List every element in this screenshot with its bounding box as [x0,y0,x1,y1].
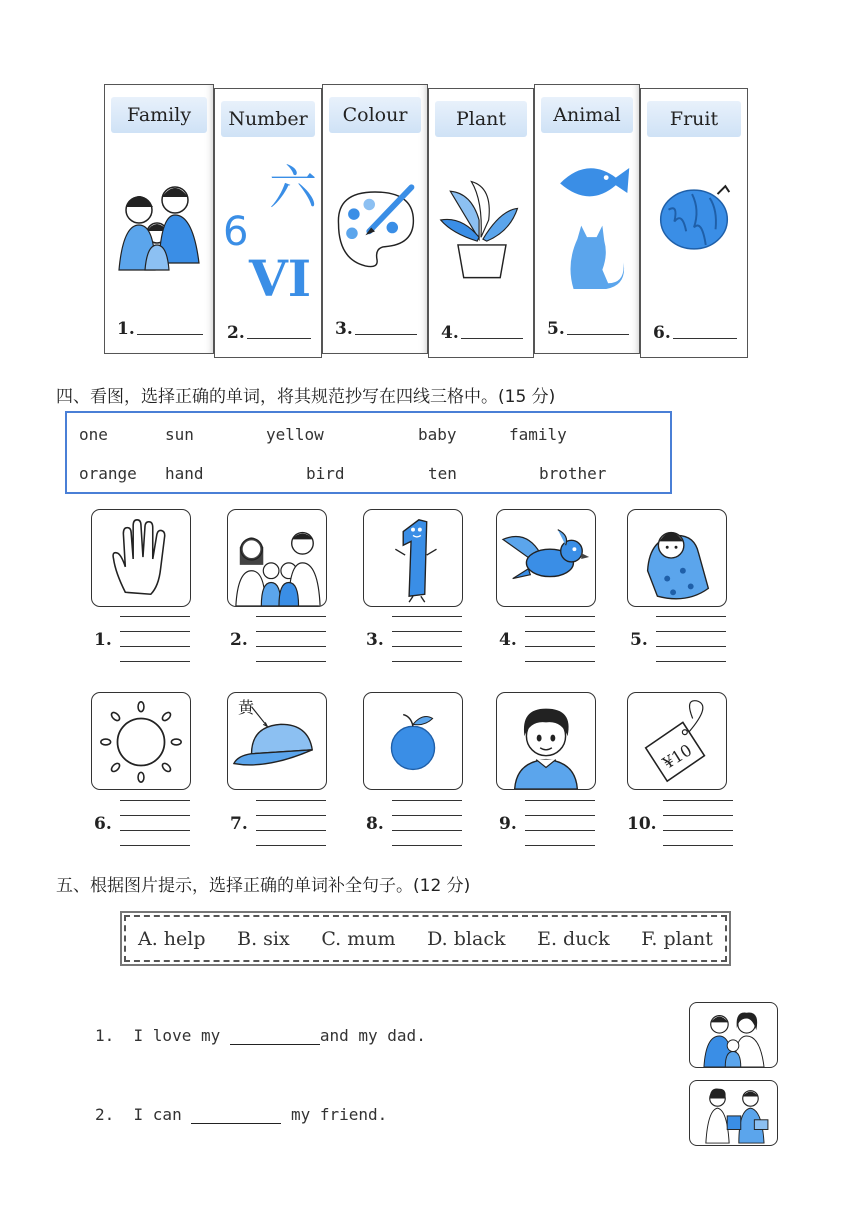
word-option: hand [165,464,204,483]
answer-item-8 [366,800,462,846]
bird-icon [496,509,596,607]
fish-icon [560,168,629,196]
four-line-grid[interactable] [525,800,595,844]
answer-item-2 [230,616,326,662]
option-f: F. plant [641,927,713,950]
answer-item-9 [499,800,595,846]
answer-line[interactable] [673,338,737,339]
answer-line[interactable] [247,338,311,339]
sentence-2-start: 2. I can [95,1105,192,1124]
panel-title: Fruit [647,101,741,137]
item-number: 1. [94,630,112,650]
item-number: 2. [230,630,248,650]
answer-item-3 [366,616,462,662]
sentence-2-blank[interactable] [191,1110,281,1124]
section-5-heading: 五、根据图片提示，选择正确的单词补全句子。(12 分) [56,876,471,896]
family-icon [227,509,327,607]
four-line-grid[interactable] [392,800,462,844]
word-option: orange [79,464,137,483]
word-option: bird [306,464,345,483]
panel-number: 4. [441,323,459,343]
word-option: brother [539,464,607,483]
sentence-2 [95,1105,387,1124]
item-number: 10. [627,814,657,834]
item-number: 8. [366,814,384,834]
booklet-panel-colour [322,84,428,354]
palette-picture-icon [327,145,423,335]
price-tag-icon [627,692,727,790]
panel-title: Number [221,101,315,137]
item-number: 4. [499,630,517,650]
cat-icon [570,226,624,289]
word-option: yellow [266,425,324,444]
sentence-1-start: 1. I love my [95,1026,230,1045]
four-line-grid[interactable] [256,800,326,844]
option-b: B. six [237,927,290,950]
boy-icon [496,692,596,790]
panel-title: Plant [435,101,527,137]
four-line-grid[interactable] [663,800,733,844]
hand-icon [91,509,191,607]
booklet-panel-fruit [640,88,748,358]
item-number: 3. [366,630,384,650]
item-number: 9. [499,814,517,834]
panel-title: Colour [329,97,421,133]
watermelon-picture-icon [645,149,743,339]
sentence-1-blank[interactable] [230,1031,320,1045]
topic-booklet [104,78,748,360]
answer-line[interactable] [461,338,523,339]
number-one-icon [363,509,463,607]
option-c: C. mum [321,927,396,950]
four-line-grid[interactable] [120,800,190,844]
price-label: ¥10 [659,740,696,773]
booklet-panel-number [214,88,322,358]
answer-item-6 [94,800,190,846]
item-number: 7. [230,814,248,834]
answer-item-1 [94,616,190,662]
yellow-cap-icon [227,692,327,790]
panel-number: 1. [117,319,135,339]
answer-line[interactable] [355,334,417,335]
orange-icon [363,692,463,790]
panel-number: 6. [653,323,671,343]
chinese-six-glyph: 六 [269,160,318,216]
word-bank [65,411,672,494]
word-option: ten [428,464,457,483]
four-line-grid[interactable] [392,616,462,660]
helping-friend-picture-icon [689,1080,778,1146]
baby-icon [627,509,727,607]
word-option: sun [165,425,194,444]
number-picture [219,149,317,339]
word-option: family [509,425,567,444]
answer-line[interactable] [567,334,629,335]
answer-item-5 [630,616,726,662]
four-line-grid[interactable] [120,616,190,660]
answer-item-7 [230,800,326,846]
answer-item-10 [627,800,733,846]
roman-six-glyph: VI [249,249,312,308]
four-line-grid[interactable] [256,616,326,660]
family-picture-icon [109,145,209,335]
animal-picture [539,145,635,335]
option-d: D. black [427,927,506,950]
booklet-panel-animal [534,84,640,354]
plant-picture-icon [433,149,529,339]
mum-and-dad-picture-icon [689,1002,778,1068]
word-option: baby [418,425,457,444]
digit-six-glyph: 6 [223,209,249,255]
answer-line[interactable] [137,334,203,335]
booklet-panel-family [104,84,214,354]
panel-number: 2. [227,323,245,343]
panel-title: Family [111,97,207,133]
panel-number: 3. [335,319,353,339]
item-number: 5. [630,630,648,650]
sun-icon [91,692,191,790]
four-line-grid[interactable] [525,616,595,660]
cap-color-label: 黄 [238,698,255,717]
section-4-heading: 四、看图，选择正确的单词，将其规范抄写在四线三格中。(15 分) [56,387,556,407]
option-e: E. duck [537,927,610,950]
sentence-1-end: and my dad. [319,1026,426,1045]
booklet-panel-plant [428,88,534,358]
answer-item-4 [499,616,595,662]
panel-number: 5. [547,319,565,339]
sentence-1 [95,1026,426,1045]
panel-title: Animal [541,97,633,133]
item-number: 6. [94,814,112,834]
word-option: one [79,425,108,444]
four-line-grid[interactable] [656,616,726,660]
sentence-2-end: my friend. [281,1105,388,1124]
option-a: A. help [138,927,206,950]
option-strip [124,915,727,962]
